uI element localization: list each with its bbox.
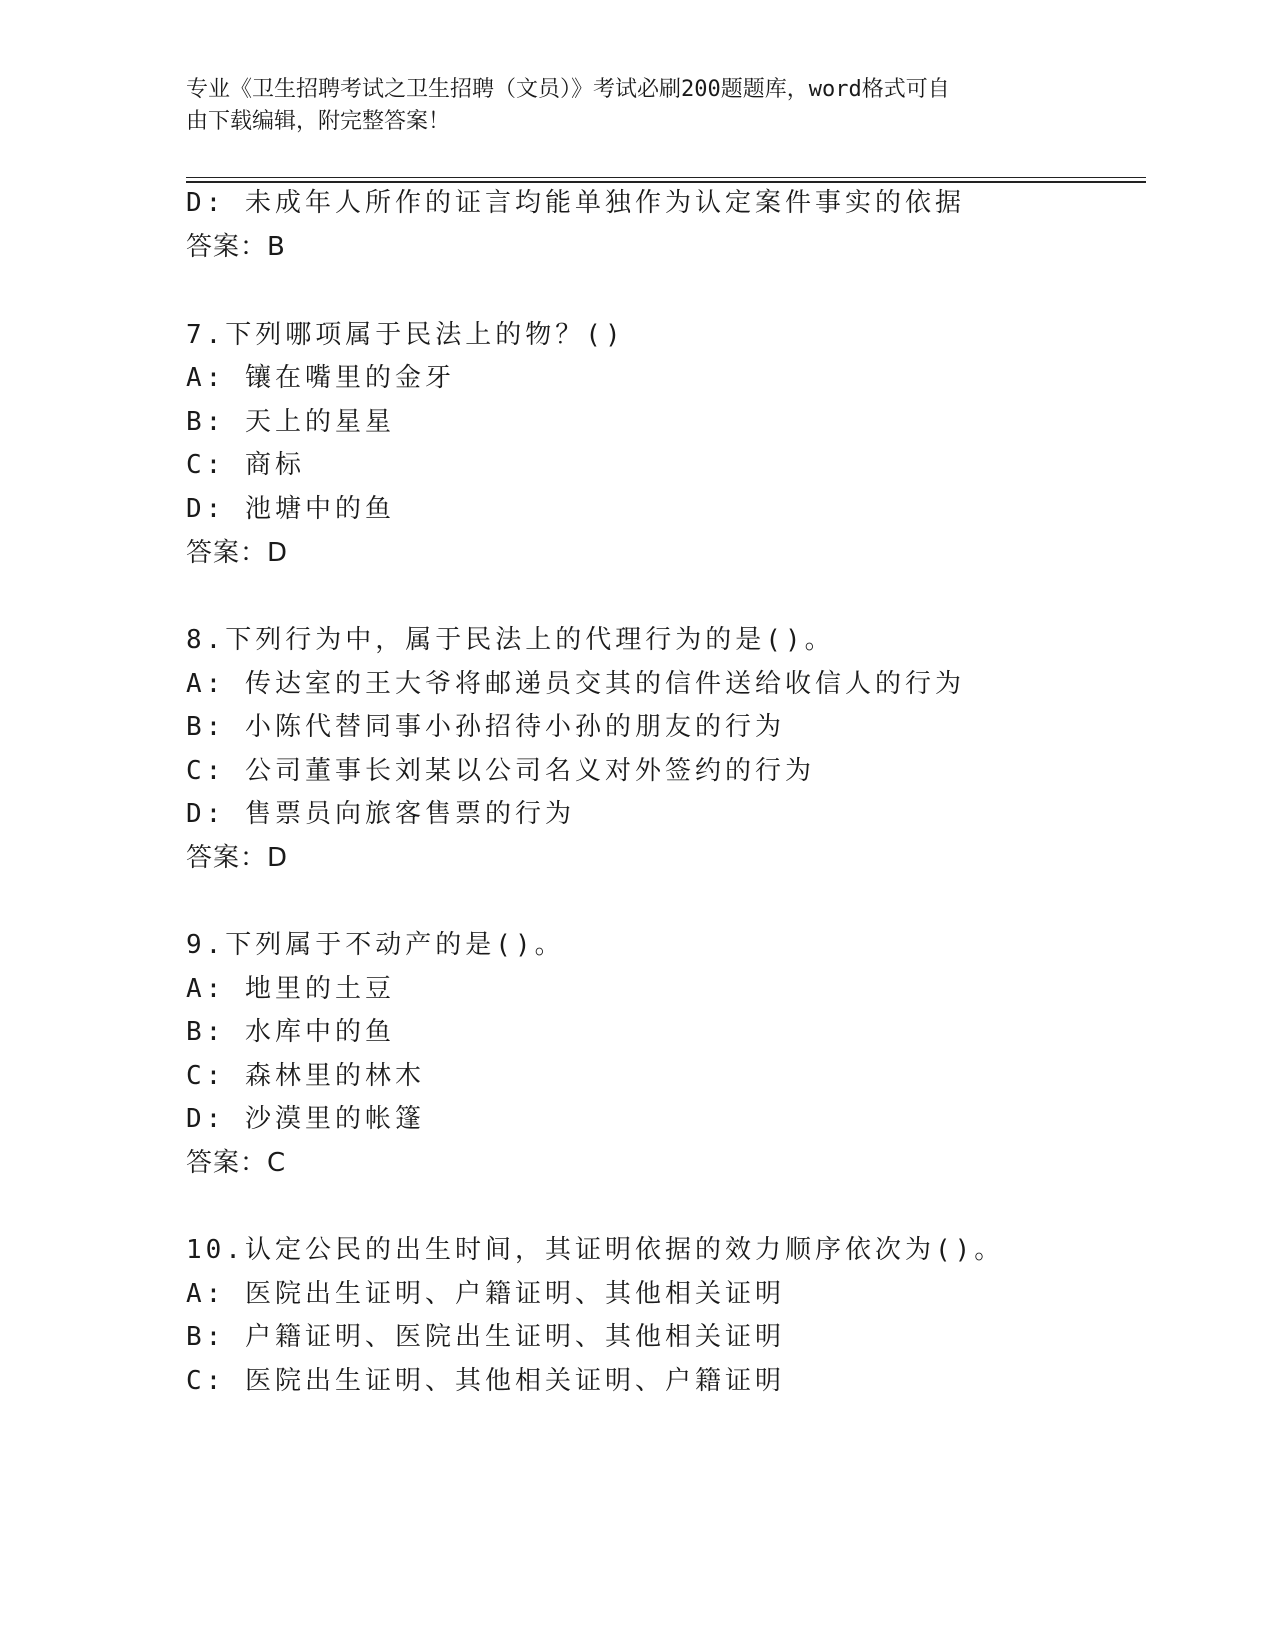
question-7-option-a: A: 镶在嘴里的金牙 (186, 363, 455, 393)
question-10-option-b: B: 户籍证明、医院出生证明、其他相关证明 (186, 1322, 785, 1352)
question-9-option-c: C: 森林里的林木 (186, 1061, 425, 1091)
question-7-stem: 7.下列哪项属于民法上的物？() (186, 320, 625, 350)
header-divider-bottom (186, 181, 1146, 183)
question-9-answer: 答案：C (186, 1148, 287, 1178)
header-divider-top (186, 177, 1146, 178)
question-10-option-c: C: 医院出生证明、其他相关证明、户籍证明 (186, 1366, 785, 1396)
question-8-option-c: C: 公司董事长刘某以公司名义对外签约的行为 (186, 756, 815, 786)
option-d: D: 未成年人所作的证言均能单独作为认定案件事实的依据 (186, 188, 965, 218)
question-8-answer: 答案：D (186, 843, 289, 873)
question-9-option-d: D: 沙漠里的帐篷 (186, 1104, 425, 1134)
document-header (186, 74, 1086, 138)
question-9-option-a: A: 地里的土豆 (186, 974, 395, 1004)
header-line-1: 专业《卫生招聘考试之卫生招聘（文员）》考试必刷200题题库，word格式可自 (186, 77, 950, 102)
answer-label: 答案：B (186, 232, 286, 262)
question-8-option-b: B: 小陈代替同事小孙招待小孙的朋友的行为 (186, 712, 785, 742)
question-7-option-c: C: 商标 (186, 450, 305, 480)
question-7-option-d: D: 池塘中的鱼 (186, 494, 395, 524)
header-line-2: 由下载编辑，附完整答案！ (186, 109, 451, 134)
question-9-option-b: B: 水库中的鱼 (186, 1017, 395, 1047)
question-7-answer: 答案：D (186, 538, 289, 568)
question-7-option-b: B: 天上的星星 (186, 407, 395, 437)
question-8-stem: 8.下列行为中，属于民法上的代理行为的是()。 (186, 625, 835, 655)
question-8-option-d: D: 售票员向旅客售票的行为 (186, 799, 575, 829)
question-8-option-a: A: 传达室的王大爷将邮递员交其的信件送给收信人的行为 (186, 669, 965, 699)
question-9-stem: 9.下列属于不动产的是()。 (186, 930, 565, 960)
question-10-stem: 10.认定公民的出生时间，其证明依据的效力顺序依次为()。 (186, 1235, 1005, 1265)
question-10-option-a: A: 医院出生证明、户籍证明、其他相关证明 (186, 1279, 785, 1309)
